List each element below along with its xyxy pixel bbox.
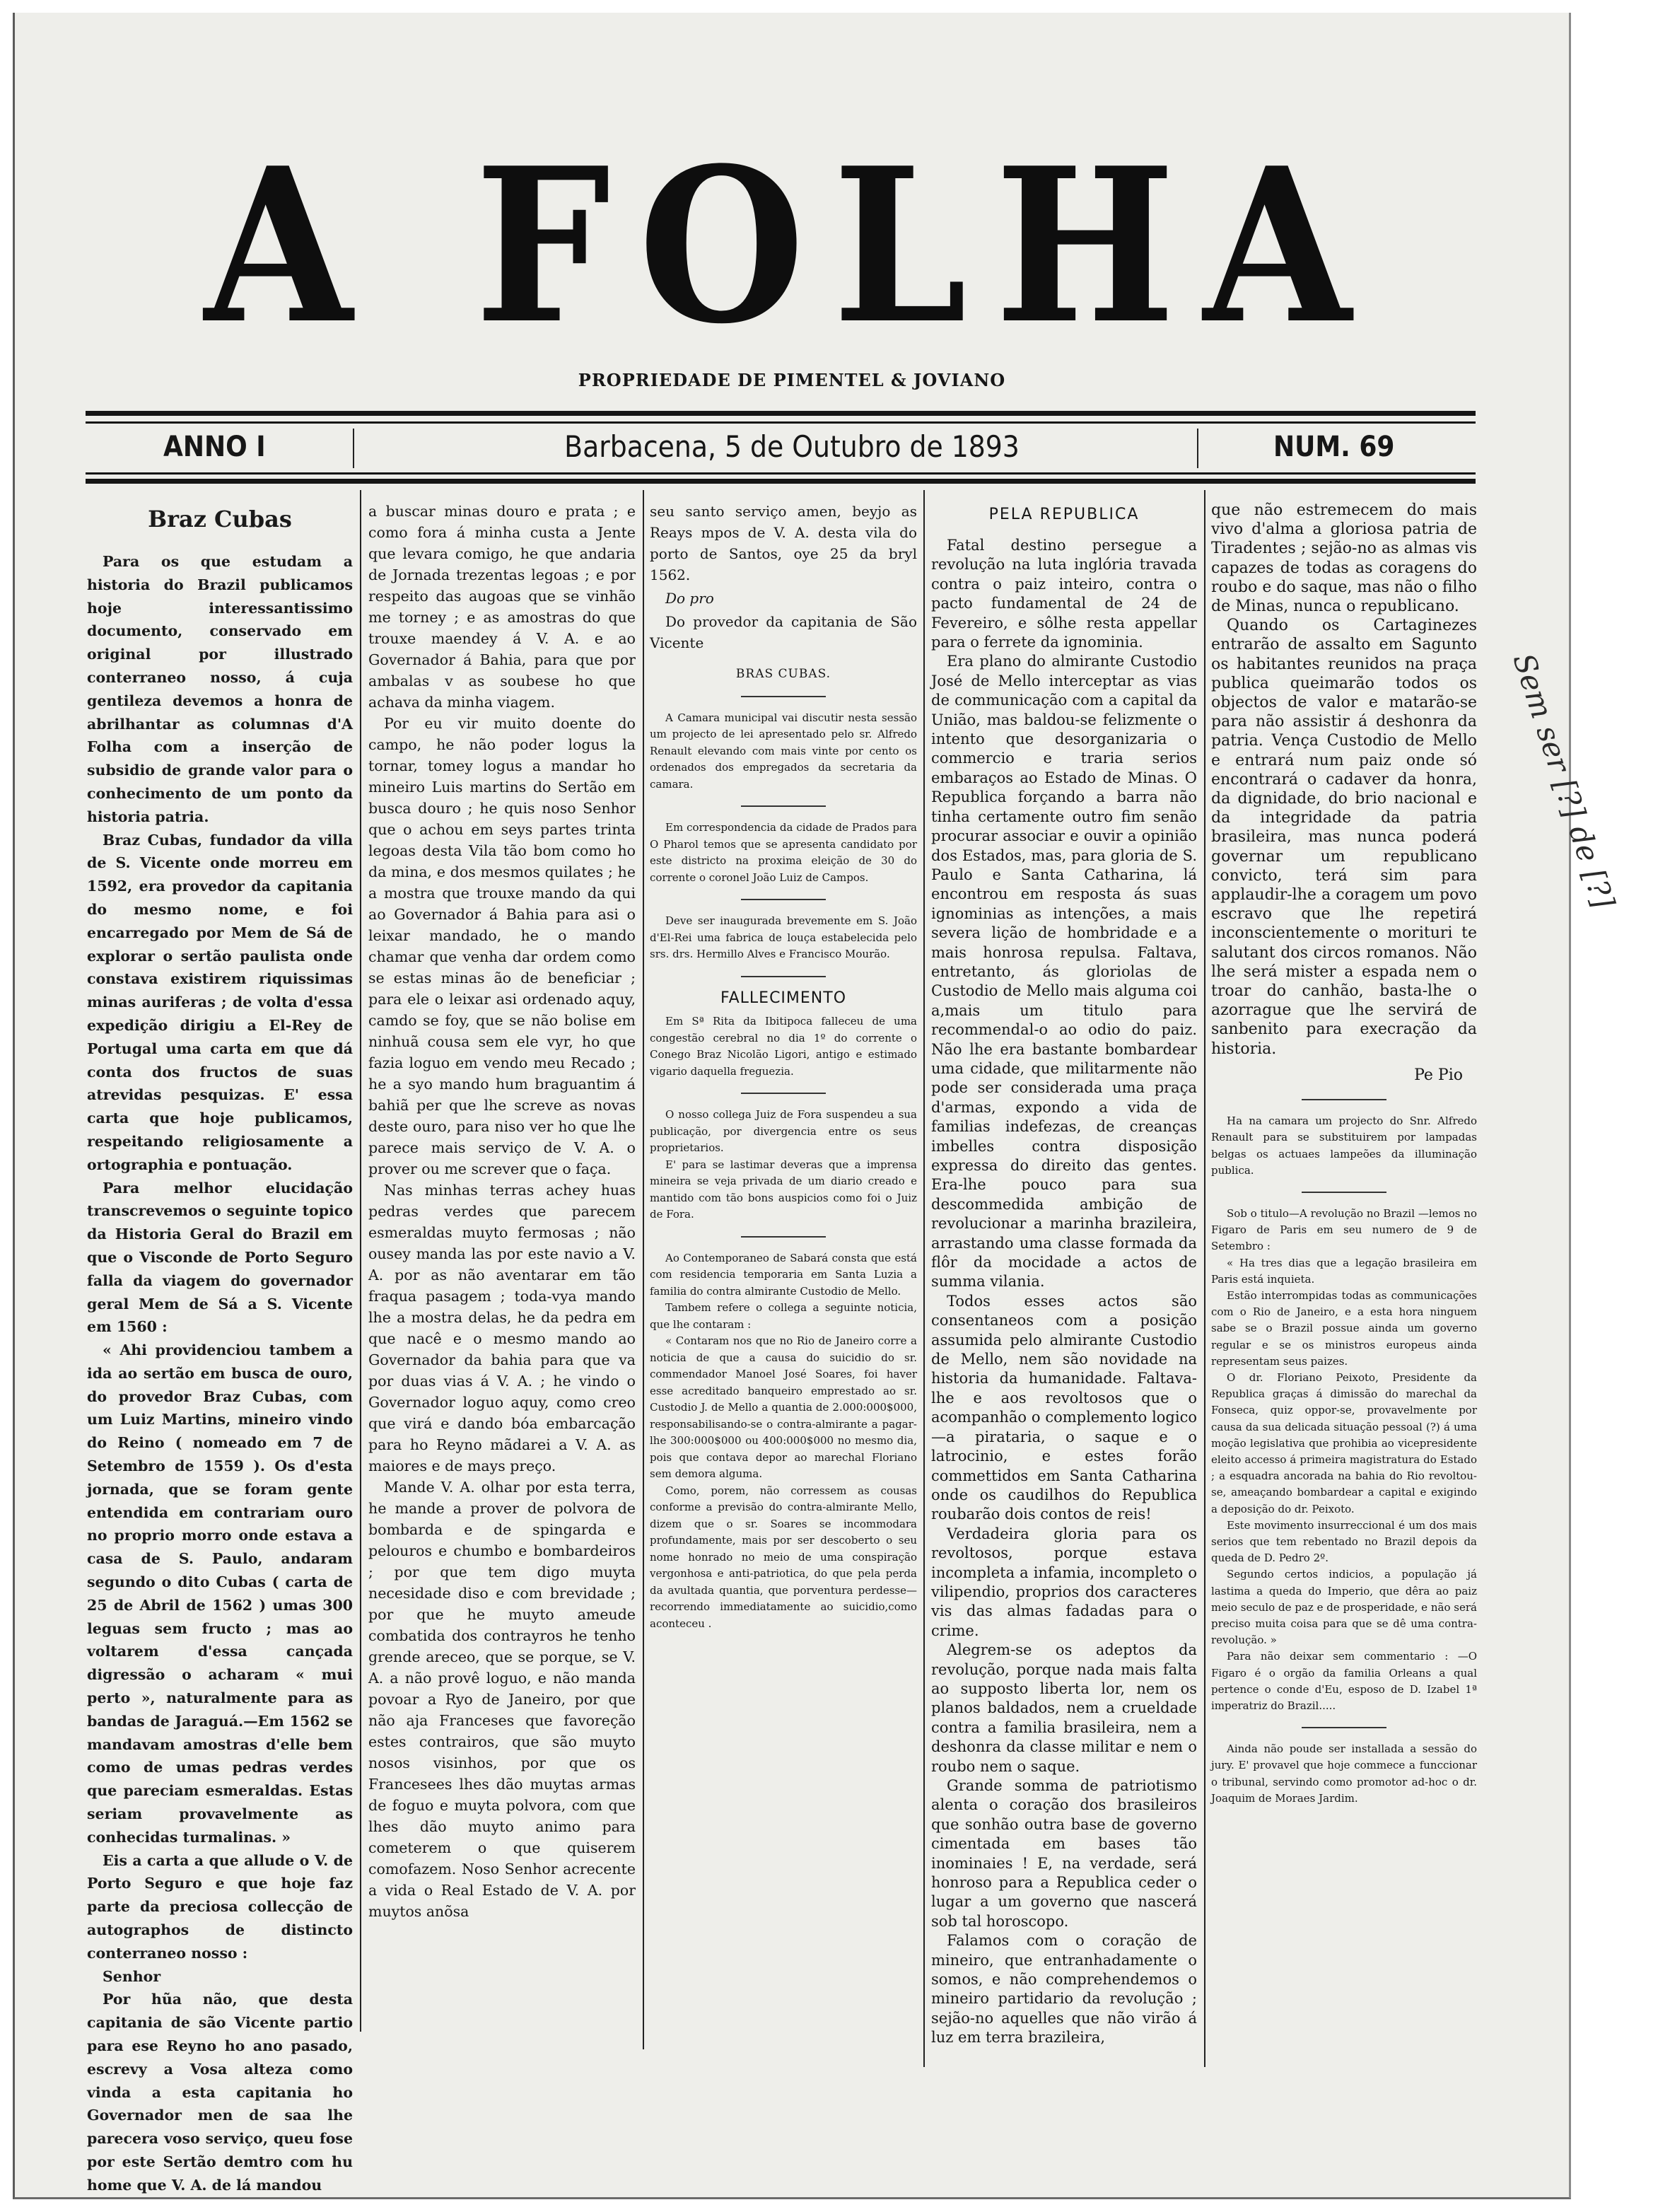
news-item: Em Sª Rita da Ibitipoca falleceu de uma congestão cerebral no dia 1º do corrente o Conego Braz Nicolão Ligori, antigo e estimado vigario daquella freguezia. [650, 1015, 917, 1078]
column-letter-continued [368, 501, 636, 2049]
separator [741, 899, 826, 900]
header-rule-bottom-thick [86, 479, 1476, 484]
letter-closing: Do pro [665, 590, 714, 607]
news-item: O nosso collega Juiz de Fora suspendeu a sua publicação, por divergencia entre os seus proprietarios. [650, 1108, 917, 1154]
article-title: PELA REPUBLICA [988, 506, 1140, 523]
article-paragraph: Para melhor elucidação transcrevemos o seguinte topico da Historia Geral do Brazil em que o Visconde de Porto Seguro falla da viagem do governador geral Mem de Sá a S. Vicente em 1560 : [87, 1179, 353, 1336]
article-paragraph: Quando os Cartaginezes entrarão de assalto em Sagunto os habitantes reunidos na praça publica queimarão todos os objectos de valor e matarão-se para não assistir á deshonra da patria. Vença Custodio de Mello e entrará num paiz onde só encontrará o cadaver da honra, da dignidade, do brio nacional e da integridade da patria brasileira, mas nunca poderá governar um republicano convicto, terá sim para applaudir-lhe a coragem um povo escravo que lhe repetirá inconscientemente o morituri te salutant dos circos romanos. Não lhe será mister a espada nem o troar do canhão, basta-lhe o azorrague que lhe servirá de sanbenito para execração da historia. [1211, 617, 1477, 1058]
news-item: « Contaram nos que no Rio de Janeiro corre a noticia de que a causa do suicidio do sr. commendador Manoel José Soares, foi haver esse acreditado banqueiro emprestado ao sr. Custodio J. de Mello a quantia de 2.000:000$000, responsabilisando-se o contra-almirante a pagar-lhe 300:000$000 ou 400:000$000 no mesmo dia, pois que contava depor ao marechal Floriano sem demora alguma. [650, 1334, 917, 1480]
article-title: Braz Cubas [148, 506, 292, 532]
header-divider [1197, 429, 1198, 468]
year-label: ANNO I [163, 431, 266, 463]
news-item: E' para se lastimar deveras que a imprensa mineira se veja privada de um diario creado e mantido com tão bons auspicios como foi o Juiz de Fora. [650, 1158, 917, 1221]
news-item: « Ha tres dias que a legação brasileira em Paris está inquieta. [1211, 1256, 1477, 1286]
news-item: Sob o titulo—A revolução no Brazil —lemos no Figaro de Paris em seu numero de 9 de Setembro : [1211, 1206, 1477, 1253]
masthead-title: A FOLHA [204, 121, 1379, 371]
dateline: Barbacena, 5 de Outubro de 1893 [564, 429, 1020, 464]
separator [1302, 1192, 1386, 1193]
article-paragraph: Alegrem-se os adeptos da revolução, porque nada mais falta ao supposto liberta lor, nem os planos baldados, nem a crueldade contra a familia brasileira, nem a deshonra da classe militar e nem o roubo nem o saque. [931, 1641, 1197, 1775]
news-item: A Camara municipal vai discutir nesta sessão um projecto de lei apresentado pelo sr. Alfredo Renault elevando com mais vinte por cento os ordenados dos empregados da secretaria da camara. [650, 711, 917, 791]
column-pela-republica [931, 501, 1197, 2049]
letter-closing: Do provedor da capitania de São Vicente [650, 613, 917, 651]
header-rule-top-thin [86, 421, 1476, 424]
news-item: Em correspondencia da cidade de Prados para O Pharol temos que se apresenta candidato por este districto na proxima eleição de 30 do corrente o coronel João Luiz de Campos. [650, 821, 917, 884]
letter-salutation: Senhor [103, 1967, 161, 1985]
separator [1302, 1727, 1386, 1728]
letter-paragraph: Por hũa não, que desta capitania de são Vicente partio para ese Reyno ho ano pasado, escrevy a Vosa alteza como vinda a esta capitania ho Governador men de saa lhe parecera voso serviço, queu fose por este Sertão demtro com hu home que V. A. de lá mandou [87, 1991, 353, 2194]
newspaper-page [13, 13, 1622, 2199]
separator [741, 805, 826, 807]
letter-paragraph: Nas minhas terras achey huas pedras verdes que parecem esmeraldas muyto fermosas ; não ousey manda las por este navio a V. A. por as não aventarar em tão fraqua pasagem ; toda-vya mando lhe a mostra delas, he da pedra em que nacê e o mesmo mando ao Governador da bahia para que va por duas vias á V. A. ; he vindo o Governador loguo aquy, como creo que virá e dando bóa embarcação para ho Reyno mãdarei a V. A. as maiores e de mays preço. [368, 1182, 636, 1474]
news-item: O dr. Floriano Peixoto, Presidente da Republica graças á dimissão do marechal da Fonseca, quiz oppor-se, provavelmente por causa da sua delicada situação pessoal (?) á uma moção legislativa que prohibia ao vicepresidente eleito accesso á primeira magistratura do Estado ; a esquadra ancorada na bahia do Rio revoltou-se, ameaçando bombardear a capital e exigindo a deposição do dr. Peixoto. [1211, 1370, 1477, 1515]
article-paragraph: Fatal destino persegue a revolução na luta inglória travada contra o paiz inteiro, contra o pacto fundamental de 24 de Fevereiro, e sôlhe resta appellar para o ferrete da ignominia. [931, 537, 1197, 651]
separator [1302, 1099, 1386, 1100]
header-rule-top-thick [86, 411, 1476, 416]
news-item: Deve ser inaugurada brevemente em S. João d'El-Rei uma fabrica de louça estabelecida pelo srs. drs. Hermillo Alves e Francisco Mourão. [650, 914, 917, 960]
letter-paragraph: Mande V. A. olhar por esta terra, he mande a prover de polvora de bombarda e de spingarda e pelouros e chumbo e bombardeiros ; por que tem digo muyta necesidade diso e com brevidade ; por que he muyto ameude combatida dos contrayros he tenho grende areceo, que se porque, se V. A. a não provê loguo, e não manda povoar a Ryo de Janeiro, por que não aja Franceses que favoreção estes contrairos, que são muyto nosos visinhos, por que os Francesees lhes dão muytas armas de foguo e muyta polvora, com que lhes dão muyto animo para cometerem o que quiserem comofazem. Noso Senhor acrecente a vida o Real Estado de V. A. por muytos anõsa [368, 1479, 636, 1920]
article-paragraph: Verdadeira gloria para os revoltosos, porque estava incompleta a infamia, incompleto o vilipendio, proprios dos caracteres vis das almas fadadas para o crime. [931, 1525, 1197, 1639]
column-news-notes [650, 501, 917, 2049]
section-heading: FALLECIMENTO [720, 989, 847, 1007]
article-paragraph: que não estremecem do mais vivo d'alma a gloriosa patria de Tiradentes ; sejão-no as almas vis capazes de todas as coragens do roubo e do saque, mas não o filho de Minas, nunca o republicano. [1211, 501, 1477, 616]
column-continued-news [1211, 501, 1477, 2049]
separator [741, 696, 826, 697]
article-paragraph: Para os que estudam a historia do Brazil publicamos hoje interessantissimo documento, conservado em original por illustrado conterraneo nosso, á cuja gentileza devemos a honra de abrilhantar as columnas d'A Folha com a inserção de subsidio de grande valor para o conhecimento de um ponto da historia patria. [87, 553, 353, 825]
news-item: Tambem refere o collega a seguinte noticia, que lhe contaram : [650, 1301, 917, 1331]
news-item: Segundo certos indicios, a população já lastima a queda do Imperio, que dêra ao paiz meio seculo de paz e de prosperidade, e não será preciso muita coisa para que se dê uma contra-revolução. » [1211, 1568, 1477, 1647]
news-item: Este movimento insurreccional é um dos mais serios que tem rebentado no Brazil depois da queda de D. Pedro 2º. [1211, 1518, 1477, 1565]
news-item: Ainda não poude ser installada a sessão do jury. E' provavel que hoje commece a funccionar o tribunal, servindo como promotor ad-hoc o dr. Joaquim de Moraes Jardim. [1211, 1742, 1477, 1805]
letter-signature: BRAS CUBAS. [735, 667, 831, 681]
article-paragraph: Grande somma de patriotismo alenta o coração dos brasileiros que sonhão outra base de governo cimentada em bases tão inominaies ! E, na verdade, será honroso para a Republica ceder o lugar a um governo que nascerá sob tal horoscopo. [931, 1777, 1197, 1930]
issue-number: NUM. 69 [1273, 431, 1395, 463]
column-braz-cubas [87, 501, 353, 2194]
letter-paragraph: a buscar minas douro e prata ; e como fora á minha custa a Jente que levara comigo, he que andaria de Jornada trezentas legoas ; e por respeito das augoas que se vinhão me torney ; e as amostras do que trouxe maendey á V. A. e ao Governador á Bahia, para que por ambalas v as soubese ho que achava da minha viagem. [368, 503, 636, 711]
news-item: Estão interrompidas todas as communicações com o Rio de Janeiro, e a esta hora ninguem sabe se o Brazil possue ainda um governo regular e se os ministros europeus ainda representam seus paizes. [1211, 1288, 1477, 1368]
author-signature: Pe Pio [1414, 1066, 1463, 1084]
news-item: Para não deixar sem commentario : —O Figaro é o orgão da familia Orleans a qual pertence o conde d'Eu, esposo de D. Izabel 1ª imperatriz do Brazil..... [1211, 1650, 1477, 1712]
letter-paragraph: Por eu vir muito doente do campo, he não poder logus la tornar, tomey logus a mandar ho mineiro Luis martins do Sertão em busca douro ; he quis noso Senhor que o achou em seys partes trinta legoas desta Vila tão bom como ho da mina, e dos mesmos quilates ; he a mostra que trouxe mando da qui ao Governador á Bahia para asi o leixar mandado, he o mando chamar que venha dar ordem como se estas minas ão de beneficiar ; para ele o leixar asi ordenado aquy, camdo se foy, que se não bolise em ninhuã cousa sem ele vyr, ho que fazia loguo em vendo meu Recado ; he a syo mando hum braguantim á bahiã per que lhe screve as novas deste ouro, para niso ver ho que lhe parece mais serviço de V. A. o prover ou me screver que o faça. [368, 715, 636, 1177]
column-divider [643, 490, 644, 2049]
article-paragraph: Eis a carta a que allude o V. de Porto Seguro e que hoje faz parte da preciosa collecção de autographos de distincto conterraneo nosso : [87, 1851, 353, 1962]
proprietor-line: PROPRIEDADE DE PIMENTEL & JOVIANO [578, 370, 1006, 390]
article-quote: « Ahi providenciou tambem a ida ao sertão em busca de ouro, do provedor Braz Cubas, com um Luiz Martins, mineiro vindo do Reino ( nomeado em 7 de Setembro de 1559 ). Os d'esta jornada, que se foram gente entendida em contrariam ouro no proprio morro onde estava a casa de S. Paulo, andaram segundo o dito Cubas ( carta de 25 de Abril de 1562 ) umas 300 leguas sem fructo ; mas ao voltarem d'essa cançada digressão o acharam « mui perto », naturalmente para as bandas de Jaraguá.—Em 1562 se mandavam amostras d'elle bem como de umas pedras verdes que pareciam esmeraldas. Estas seriam provavelmente as conhecidas turmalinas. » [87, 1341, 353, 1846]
separator [741, 1236, 826, 1238]
news-item: Ao Contemporaneo de Sabará consta que está com residencia temporaria em Santa Luzia a familia do contra almirante Custodio de Mello. [650, 1251, 917, 1298]
article-paragraph: Era plano do almirante Custodio José de Mello interceptar as vias de communicação com a capital da União, mas baldou-se felizmente o intento que desorganizaria o commercio e traria serios embaraços ao Estado de Minas. O Republica forçando a barra não tinha certamente outro fim senão procurar associar e ouvir a opinião dos Estados, mas, para gloria de S. Paulo e Santa Catharina, lá encontrou em resposta ás suas ignominias as intenções, a mais severa lição de hombridade e a mais honrosa repulsa. Faltava, entretanto, ás gloriolas de Custodio de Mello mais alguma coi a,mais um titulo para recommendal-o ao odio do paiz. Não lhe era bastante bombardear uma cidade, que militarmente não pode ser considerada uma praça d'armas, expondo a vida de familias indefezas, de creanças imbelles contra disposição expressa do direito das gentes. Era-lhe pouco para sua descommedida ambição de revolucionar a marinha brazileira, arrastando uma classe formada da flôr da mocidade a actos de summa vilania. [931, 653, 1197, 1291]
column-divider [360, 490, 361, 2032]
column-divider [923, 490, 925, 2067]
separator [741, 1093, 826, 1094]
separator [741, 976, 826, 977]
article-paragraph: Braz Cubas, fundador da villa de S. Vicente onde morreu em 1592, era provedor da capitania do mesmo nome, e foi encarregado por Mem de Sá de explorar o sertão paulista onde constava existirem riquissimas minas auriferas ; de volta d'essa expedição dirigiu a El-Rey de Portugal uma carta em que dá conta dos fructos de suas atrevidas pesquizas. E' essa carta que hoje publicamos, respeitando religiosamente a ortographia e pontuação. [87, 831, 353, 1173]
handwritten-annotation: Sem ser [?] de [?] [1506, 649, 1622, 913]
article-paragraph: Todos esses actos são consentaneos com a posição assumida pelo almirante Custodio de Mello, nem são novidade na historia da humanidade. Faltava-lhe e aos revoltosos que o acompanhão o complemento logico—a pirataria, o saque e o latrocinio, e estes forão commettidos em Santa Catharina onde os caudilhos do Republica roubarão dois contos de reis! [931, 1292, 1197, 1523]
column-divider [1204, 490, 1205, 2067]
news-item: Ha na camara um projecto do Snr. Alfredo Renault para se substituirem por lampadas belgas os actuaes lampeões da illuminação publica. [1211, 1114, 1477, 1177]
header-rule-bottom-thin [86, 472, 1476, 475]
letter-closing: seu santo serviço amen, beyjo as Reays mpos de V. A. desta vila do porto de Santos, oye 25 da bryl 1562. [650, 503, 917, 583]
news-item: Como, porem, não corressem as cousas conforme a previsão do contra-almirante Mello, dizem que o sr. Soares se incommodara profundamente, mais por ser descoberto o seu nome honrado no meio de uma conspiração vergonhosa e anti-patriotica, do que pela perda da avultada quantia, que porventura perdesse—recorrendo immediatamente ao suicidio,como aconteceu . [650, 1484, 917, 1630]
article-paragraph: Falamos com o coração de mineiro, que entranhadamente o somos, e não comprehendemos o mineiro partidario da revolução ; sejão-no aquelles que não virão á luz em terra brazileira, [931, 1932, 1197, 2047]
